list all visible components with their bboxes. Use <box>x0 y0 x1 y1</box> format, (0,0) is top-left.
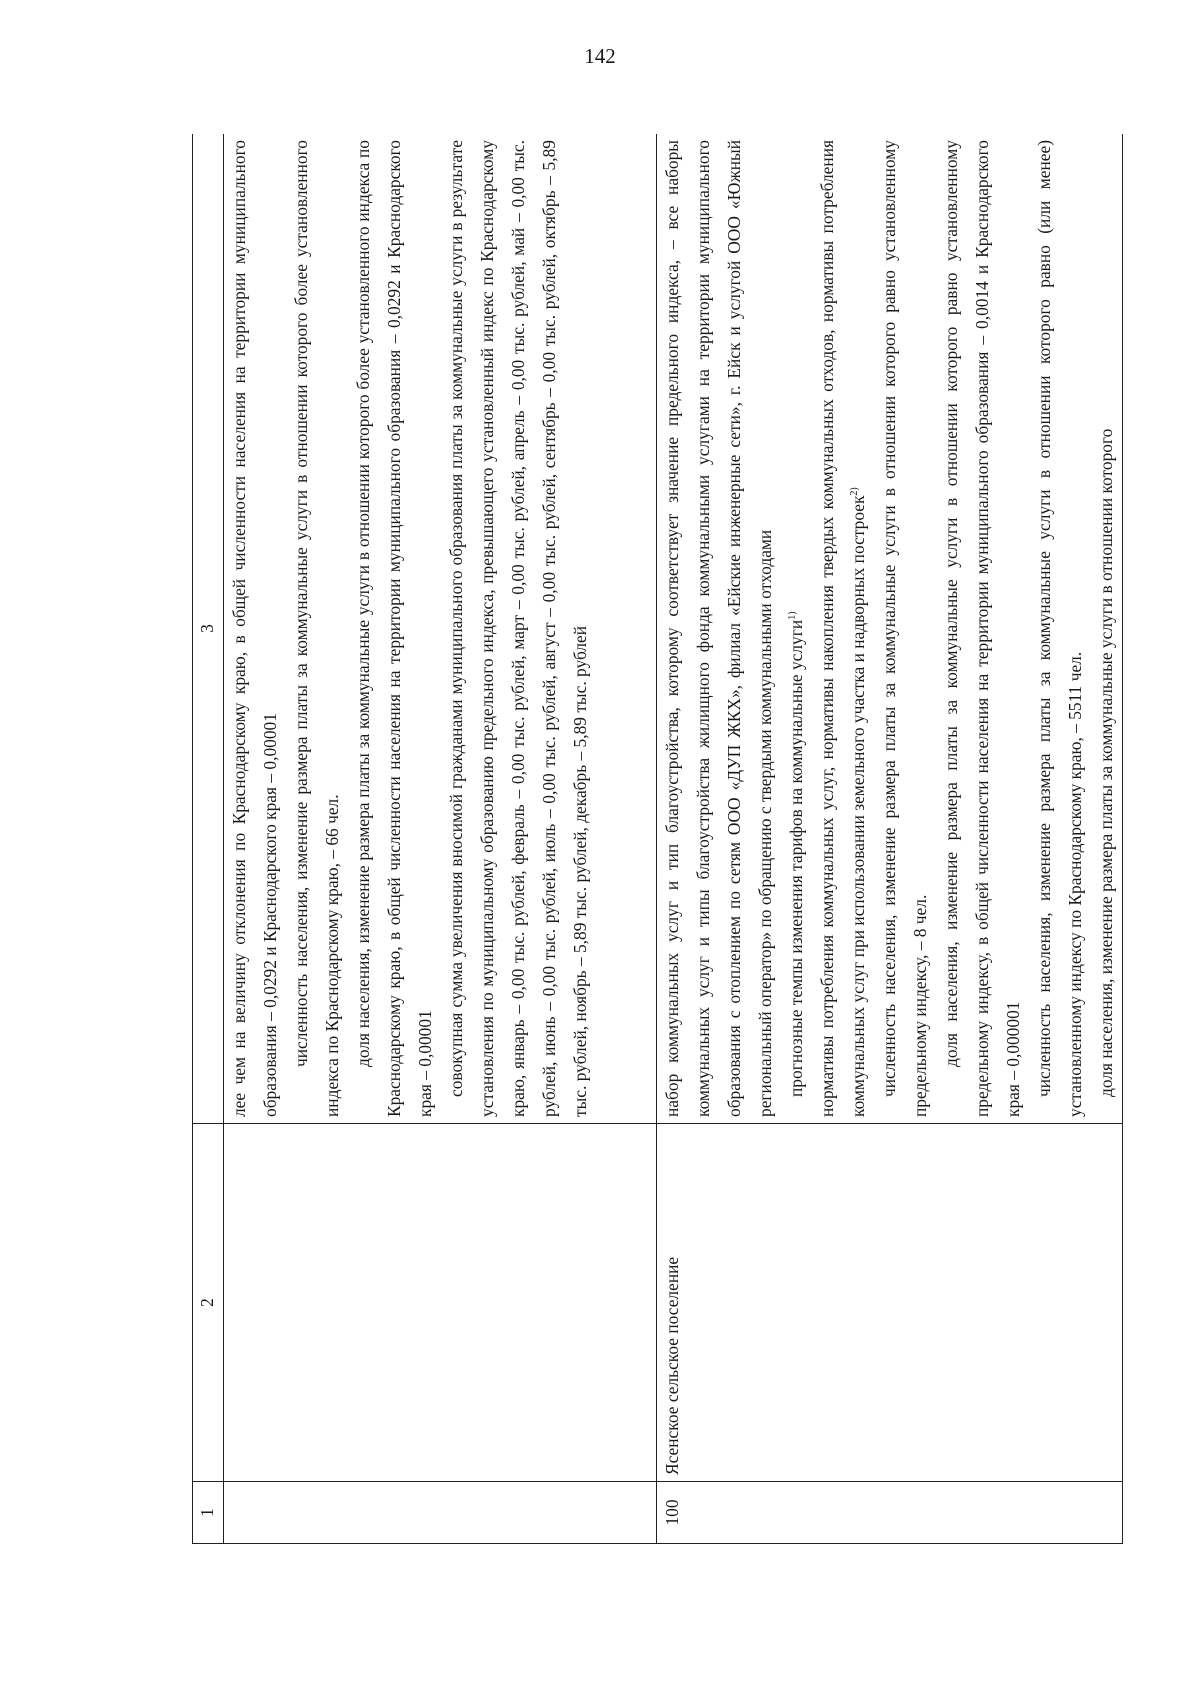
paragraph-deviation-share: лее чем на величину отклонения по Краснодарскому краю, в общей численности населения на территории муниципального образования – 0,0292 и Краснодарского края – 0,00001 <box>229 140 280 1117</box>
table-row-continued <box>224 134 657 1544</box>
row-number-cell <box>224 1482 657 1544</box>
page-number: 142 <box>584 44 616 68</box>
paragraph-population-below-index: численность населения, изменение размера платы за коммунальные услуги в отношении которого равно (или менее) установленному индексу по Краснодарскому краю, – 5511 чел. <box>1034 140 1085 1117</box>
paragraph-consumption-norms: нормативы потребления коммунальных услуг, нормативы накопления твердых коммунальных отходов, нормативы потребления коммунальных услуг при использовании земельного участка и надворных построек$^{2)}$ <box>817 140 868 1117</box>
details-cell <box>224 134 657 1124</box>
settlement-name-cell: Ясенское сельское поселение <box>657 1124 1123 1482</box>
table-header-row <box>193 134 224 1544</box>
paragraph-share-above-index: доля населения, изменение размера платы за коммунальные услуги в отношении которого более установленного индекса по Краснодарскому краю, в общей численности населения на территории муниципального образования – 0,0292 и Краснодарского края – 0,00001 <box>353 140 435 1117</box>
rotated-table-frame <box>192 134 1192 1544</box>
paragraph-share-below-index: доля населения, изменение размера платы за коммунальные услуги в отношении которого <box>1096 428 1116 1097</box>
paragraph-total-increase: совокупная сумма увеличения вносимой гражданами муниципального образования платы за коммунальные услуги в результате установления по муниципальному образованию предельного индекса, превышающего установленный индекс по Краснодарскому краю, январь – 0,00 тыс. рублей, февраль – 0,00 тыс. рублей, март – 0,00 тыс. рублей, апрель – 0,00 тыс. рублей, май – 0,00 тыс. рублей, июнь – 0,00 тыс. рублей, июль – 0,00 тыс. рублей, август – 0,00 тыс. рублей, сентябрь – 0,00 тыс. рублей, октябрь – 5,89 тыс. рублей, ноябрь – 5,89 тыс. рублей, декабрь – 5,89 тыс. рублей <box>446 140 590 1117</box>
header-col-2: 2 <box>193 1124 224 1482</box>
paragraph-share-equal-index: доля населения, изменение размера платы за коммунальные услуги в отношении которого равно установленному предельному индексу, в общей численности населения на территории муниципального образования – 0,0014 и Краснодарского края – 0,000001 <box>941 140 1023 1117</box>
paragraph-service-set: набор коммунальных услуг и тип благоустройства, которому соответствует значение предельного индекса, – все наборы коммунальных услуг и типы благоустройства жилищного фонда коммунальными услугами на территории муниципального образования с отоплением по сетям ООО «ДУП ЖКХ», филиал «Ейские инженерные сети», г. Ейск и услугой ООО «Южный региональный оператор» по обращению с твердыми коммунальными отходами <box>662 140 775 1117</box>
paragraph-tariff-forecast: прогнозные темпы изменения тарифов на коммунальные услуги$^{1)}$ <box>786 611 806 1097</box>
header-col-1: 1 <box>193 1482 224 1544</box>
municipal-index-table <box>192 134 1123 1544</box>
details-cell <box>657 134 1123 1124</box>
rotated-table-content <box>192 134 1192 1544</box>
table-row-100 <box>657 134 1123 1544</box>
footnote-2-mark: 2) <box>849 487 861 496</box>
row-number-cell: 100 <box>657 1482 1123 1544</box>
header-col-3: 3 <box>193 134 224 1124</box>
footnote-1-mark: 1) <box>787 611 799 620</box>
paragraph-population-above-index: численность населения, изменение размера платы за коммунальные услуги в отношении которого более установленного индекса по Краснодарскому краю, – 66 чел. <box>291 140 342 1117</box>
paragraph-population-equal-index: численность населения, изменение размера платы за коммунальные услуги в отношении которого равно установленному предельному индексу, – 8 чел. <box>879 140 930 1117</box>
settlement-name-cell <box>224 1124 657 1482</box>
